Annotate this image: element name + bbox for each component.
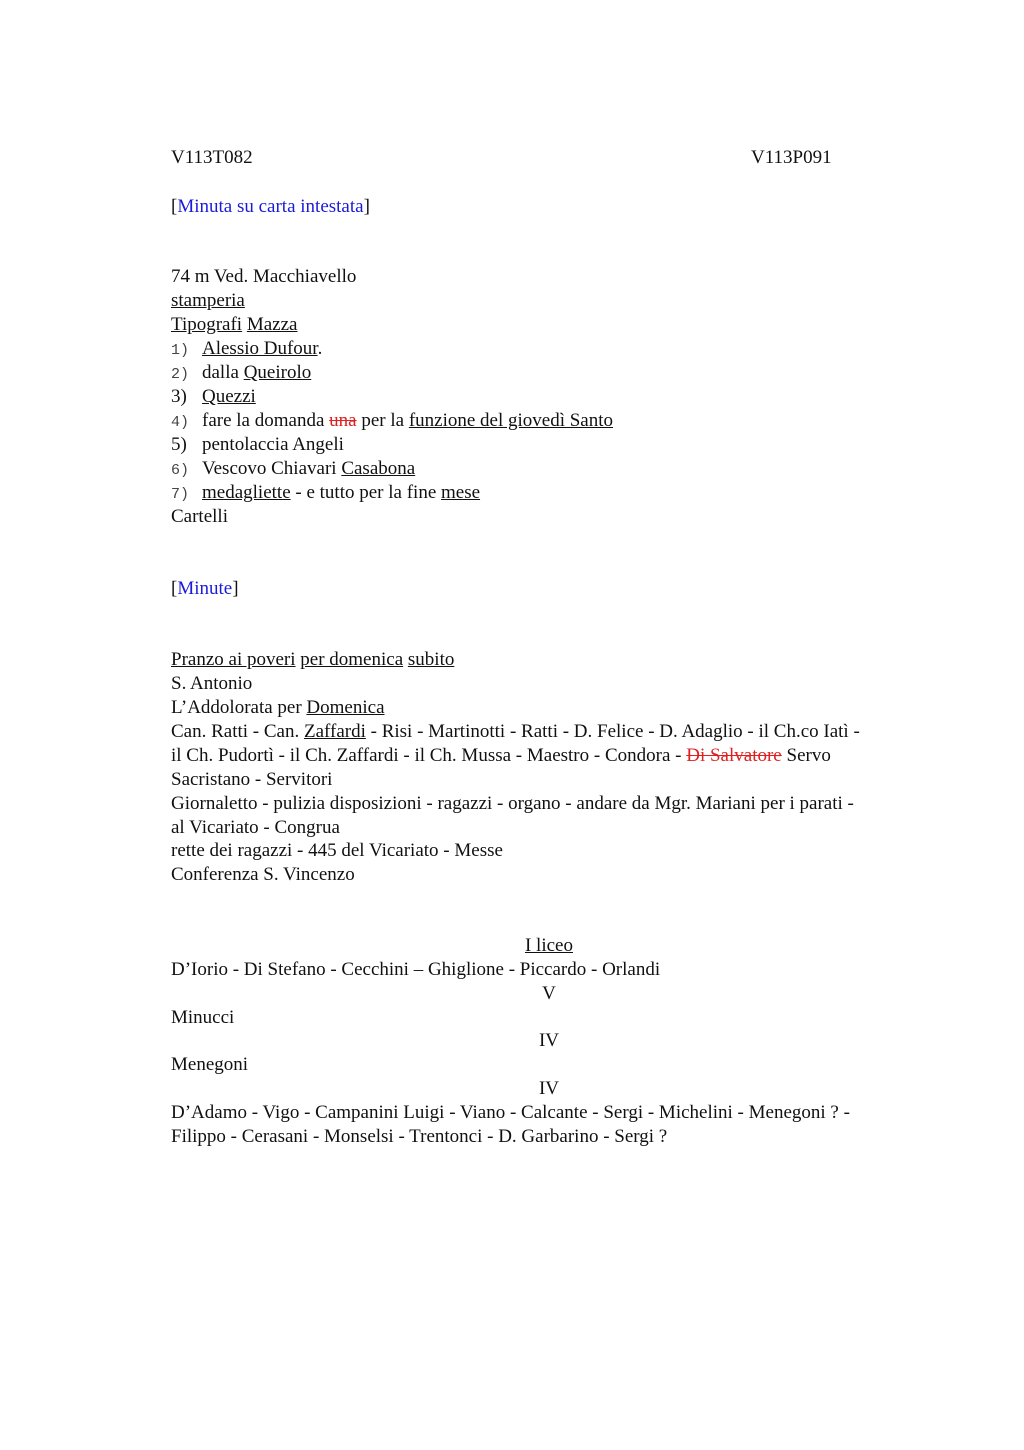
text: per la	[356, 410, 409, 431]
text: Queirolo	[243, 362, 312, 383]
text: - e tutto per la fine	[290, 482, 441, 503]
text-line	[171, 1006, 234, 1030]
text: .	[317, 338, 323, 359]
text: Domenica	[306, 697, 385, 718]
text-line	[171, 1101, 850, 1125]
list-item	[171, 361, 311, 387]
text: Cartelli	[171, 506, 228, 527]
text-line	[171, 1053, 248, 1077]
deleted-text: Di Salvatore	[686, 745, 782, 766]
text: V	[542, 983, 556, 1004]
section-title	[171, 934, 927, 958]
text-line	[171, 863, 355, 887]
text-line	[171, 768, 332, 792]
text: Vescovo Chiavari	[202, 458, 342, 479]
deleted-text: una	[329, 410, 357, 431]
list-item	[171, 337, 322, 363]
text: Filippo - Cerasani - Monselsi - Trentonci - D. Garbarino - Sergi ?	[171, 1126, 668, 1147]
text: Menegoni	[171, 1054, 249, 1075]
editorial-note-1: [Minuta su carta intestata]	[171, 196, 370, 217]
list-item	[171, 481, 480, 507]
text: Zaffardi	[303, 721, 366, 742]
text-line	[171, 265, 356, 289]
text-line	[171, 792, 854, 816]
text-line	[171, 1125, 667, 1149]
text: per domenica	[300, 649, 404, 670]
item-number: 7)	[171, 486, 190, 503]
text: - Risi - Martinotti - Ratti - D. Felice - D. Adaglio - il Ch.co Iatì -	[365, 721, 860, 742]
item-number: 6)	[171, 462, 190, 479]
text: medagliette	[202, 482, 291, 503]
text: Alessio Dufour	[202, 338, 318, 359]
left-code: V113T082	[171, 147, 253, 168]
text-line	[171, 839, 503, 863]
note-text: Minute	[177, 578, 233, 599]
text-line	[171, 289, 245, 313]
text: D’Adamo - Vigo - Campanini Luigi - Viano - Calcante - Sergi - Michelini - Menegoni ? -	[171, 1102, 850, 1123]
editorial-note-2: [Minute]	[171, 578, 239, 599]
text-line	[171, 816, 340, 840]
text-line	[171, 744, 831, 768]
text: D’Iorio - Di Stefano - Cecchini – Ghiglione - Piccardo - Orlandi	[171, 959, 661, 980]
text: stamperia	[171, 290, 245, 311]
text: Servo	[781, 745, 831, 766]
text-line	[171, 720, 860, 744]
text-line	[171, 313, 297, 337]
text: 74 m Ved. Macchiavello	[171, 266, 357, 287]
note-text: Minuta su carta intestata	[177, 196, 364, 217]
text: fare la domanda	[202, 410, 330, 431]
list-item	[171, 433, 344, 457]
text: al Vicariato - Congrua	[171, 817, 340, 838]
document-code-left	[171, 146, 253, 170]
text-line	[171, 696, 385, 720]
list-item	[171, 385, 256, 409]
text: S. Antonio	[171, 673, 253, 694]
text: IV	[538, 1030, 560, 1051]
text: Casabona	[341, 458, 416, 479]
text-line	[171, 505, 228, 529]
text: funzione del giovedì Santo	[408, 410, 614, 431]
text: dalla	[202, 362, 244, 383]
text-line	[171, 672, 252, 696]
text-line	[171, 958, 660, 982]
list-item	[171, 409, 613, 435]
text-line	[171, 648, 454, 672]
text: rette dei ragazzi - 445 del Vicariato - Messe	[171, 840, 503, 861]
text: Tipografi	[171, 314, 243, 335]
text: il Ch. Pudortì - il Ch. Zaffardi - il Ch. Mussa - Maestro - Condora -	[171, 745, 687, 766]
item-number: 5)	[171, 434, 187, 455]
right-code: V113P091	[751, 147, 832, 168]
text: Mazza	[246, 314, 298, 335]
item-number: 4)	[171, 414, 190, 431]
roman-numeral	[171, 1077, 927, 1101]
text: Can. Ratti - Can.	[171, 721, 304, 742]
text: I liceo	[524, 935, 573, 956]
text: mese	[441, 482, 481, 503]
roman-numeral	[171, 1029, 927, 1053]
text: Sacristano - Servitori	[171, 769, 333, 790]
item-number: 1)	[171, 342, 190, 359]
text: subito	[407, 649, 455, 670]
text: pentolaccia Angeli	[202, 434, 344, 455]
text: Quezzi	[202, 386, 256, 407]
roman-numeral	[171, 982, 927, 1006]
text: IV	[538, 1078, 560, 1099]
list-item	[171, 457, 415, 483]
document-code-right	[751, 146, 832, 170]
text: Giornaletto - pulizia disposizioni - ragazzi - organo - andare da Mgr. Mariani per i parati -	[171, 793, 854, 814]
text: Conferenza S. Vincenzo	[171, 864, 355, 885]
item-number: 3)	[171, 386, 187, 407]
text: L’Addolorata per	[171, 697, 307, 718]
text: Pranzo ai poveri	[171, 649, 296, 670]
item-number: 2)	[171, 366, 190, 383]
text: Minucci	[171, 1007, 235, 1028]
